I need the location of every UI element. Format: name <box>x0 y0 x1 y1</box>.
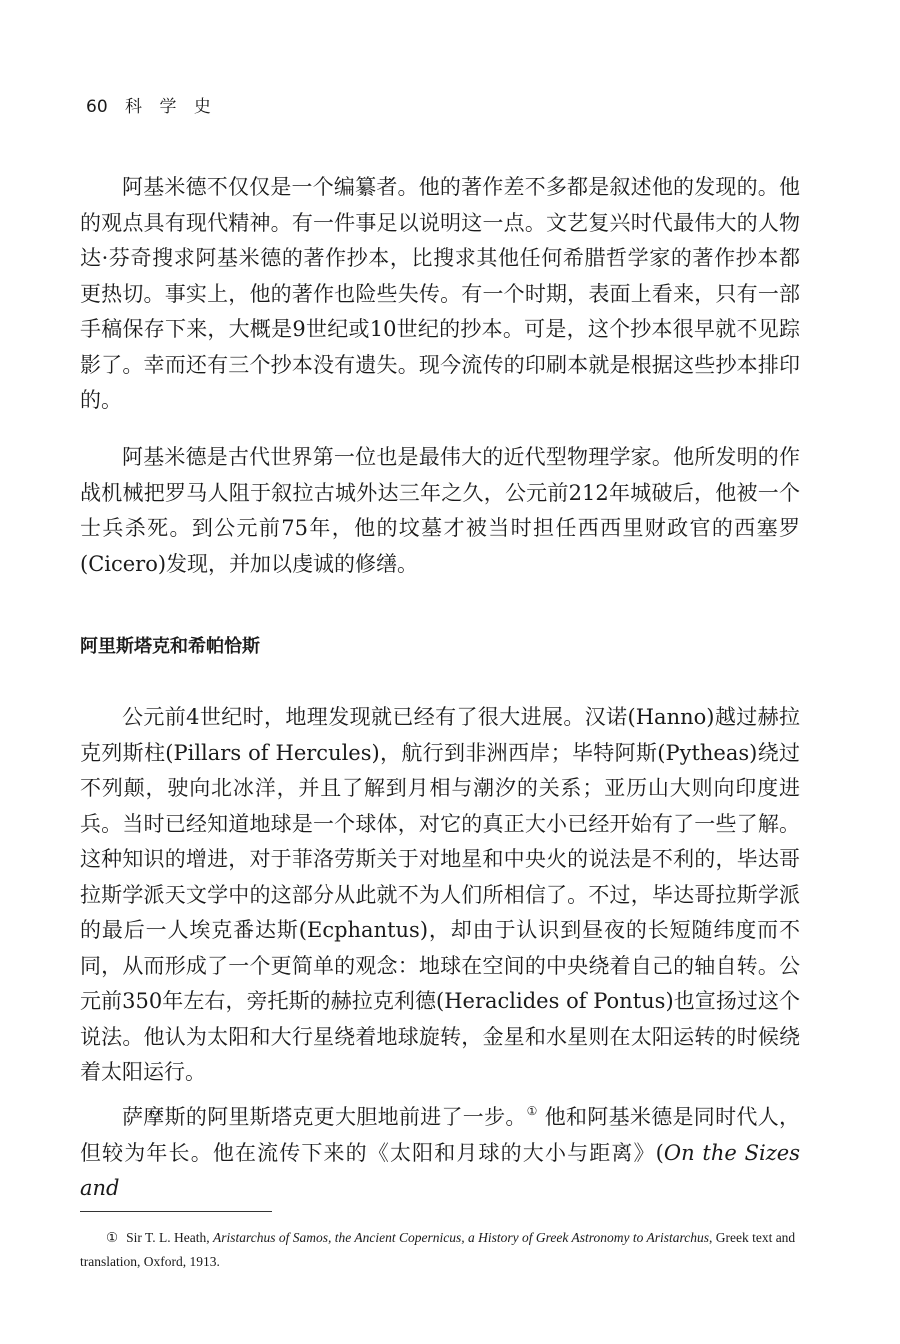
paragraph-4-text-b: 他和阿基米德是同时代人，但较为年长。他在流传下来的《太阳和月球的大小与距离》( <box>80 1105 800 1165</box>
paragraph-1: 阿基米德不仅仅是一个编纂者。他的著作差不多都是叙述他的发现的。他的观点具有现代精神。有一件事足以说明这一点。文艺复兴时代最伟大的人物达·芬奇搜求阿基米德的著作抄本，比搜求其他任何希腊哲学家的著作抄本都更热切。事实上，他的著作也险些失传。有一个时期，表面上看来，只有一部手稿保存下来，大概是9世纪或10世纪的抄本。可是，这个抄本很早就不见踪影了。幸而还有三个抄本没有遗失。现今流传的印刷本就是根据这些抄本排印的。 <box>80 175 800 412</box>
footnote-mark: ① <box>106 1230 119 1245</box>
footnote-publication: , Greek text and translation, Oxford, 1913. <box>80 1230 796 1269</box>
running-header <box>86 92 217 117</box>
paragraph-2: 阿基米德是古代世界第一位也是最伟大的近代型物理学家。他所发明的作战机械把罗马人阻于叙拉古城外达三年之久，公元前212年城破后，他被一个士兵杀死。到公元前75年，他的坟墓才被当时担任西西里财政官的西塞罗(Cicero)发现，并加以虔诚的修缮。 <box>80 445 800 576</box>
paragraph-4-text-a: 萨摩斯的阿里斯塔克更大胆地前进了一步。 <box>122 1105 527 1129</box>
footnote-title: Aristarchus of Samos, the Ancient Copernicus, a History of Greek Astronomy to Aristarchus <box>212 1230 709 1245</box>
page-number: 60 <box>86 97 108 117</box>
running-title: 科 学 史 <box>125 97 217 117</box>
footnote <box>80 1226 802 1274</box>
paragraph-4-italic-title: On the Sizes and <box>80 1140 800 1200</box>
section-heading: 阿里斯塔克和希帕恰斯 <box>80 636 260 657</box>
paragraph-4 <box>80 1100 800 1207</box>
footnote-reference: ① <box>526 1104 538 1118</box>
footnote-divider <box>80 1211 272 1212</box>
footnote-author: Sir T. L. Heath, <box>126 1230 213 1245</box>
paragraph-3: 公元前4世纪时，地理发现就已经有了很大进展。汉诺(Hanno)越过赫拉克列斯柱(Pillars of Hercules)，航行到非洲西岸；毕特阿斯(Pytheas)绕过不列颠，驶向北冰洋，并且了解到月相与潮汐的关系；亚历山大则向印度进兵。当时已经知道地球是一个球体，对它的真正大小已经开始有了一些了解。这种知识的增进，对于菲洛劳斯关于对地星和中央火的说法是不利的，毕达哥拉斯学派天文学中的这部分从此就不为人们所相信了。不过，毕达哥拉斯学派的最后一人埃克番达斯(Ecphantus)，却由于认识到昼夜的长短随纬度而不同，从而形成了一个更简单的观念：地球在空间的中央绕着自己的轴自转。公元前350年左右，旁托斯的赫拉克利德(Heraclides of Pontus)也宣扬过这个说法。他认为太阳和大行星绕着地球旋转，金星和水星则在太阳运转的时候绕着太阳运行。 <box>80 705 800 1084</box>
